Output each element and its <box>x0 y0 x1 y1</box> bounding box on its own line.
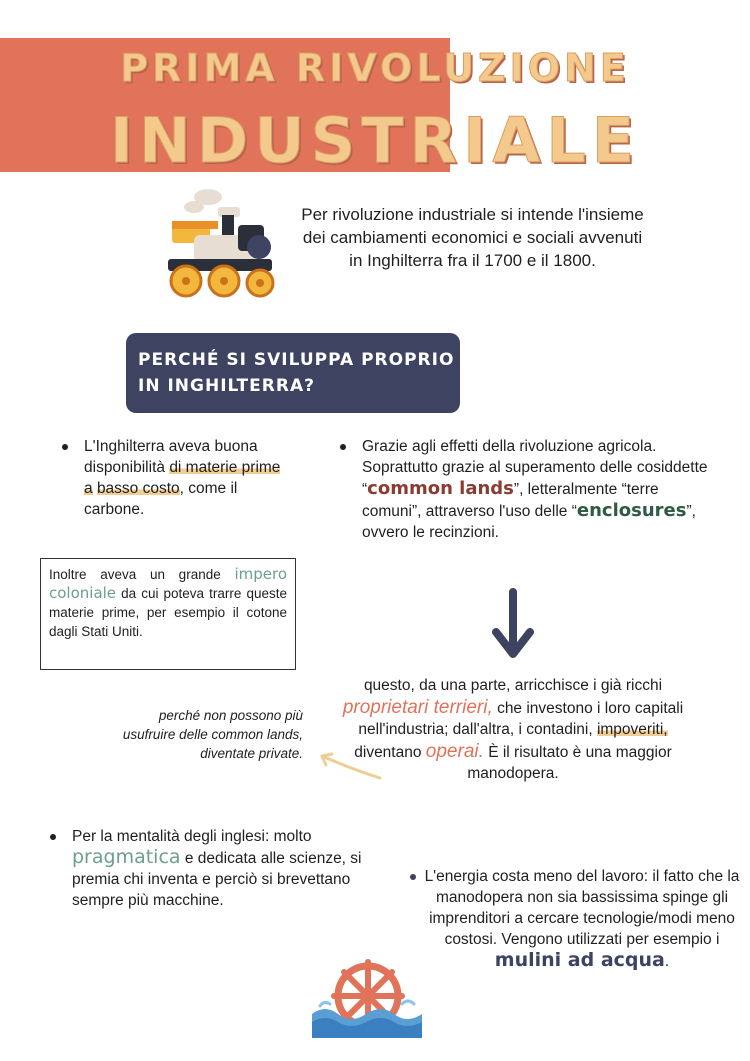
bullet-dot <box>62 444 68 450</box>
bullet-resources-text: L'Inghilterra aveva buona disponibilità di materie prime a basso costo, come il carbone. <box>84 438 281 518</box>
bullet-dot <box>410 874 416 880</box>
highlight-raw-materials: di materie prime a <box>84 459 281 497</box>
bullet-resources <box>62 436 282 520</box>
keyword-landowners: proprietari terrieri, <box>342 696 493 718</box>
water-wheel-icon <box>310 958 425 1038</box>
bullet-mentality <box>50 826 380 911</box>
curved-arrow-left-icon <box>314 748 384 784</box>
keyword-enclosures: enclosures <box>576 500 687 521</box>
bullet-agriculture <box>340 436 710 543</box>
question-line-1: PERCHÉ SI SVILUPPA PROPRIO <box>138 350 455 370</box>
question-box <box>126 333 460 413</box>
keyword-water-mills: mulini ad acqua <box>494 949 665 971</box>
title-line-2: INDUSTRIALE <box>109 104 641 177</box>
bullet-dot <box>340 444 346 450</box>
question-line-2: IN INGHILTERRA? <box>138 376 315 396</box>
highlight-impoverished: impoveriti, <box>596 721 668 738</box>
bullet-agriculture-text: Grazie agli effetti della rivoluzione agricola. Soprattutto grazie al superamento delle cosiddette “common lands”, letteralmente “terre comuni”, attraverso l'uso delle “enclosures”, ovvero le recinzioni. <box>362 438 708 541</box>
bullet-energy-text: L'energia costa meno del lavoro: il fatto che la manodopera non sia bassissima spinge gli imprenditori a cercare tecnologie/modi meno costosi. Vengono utilizzati per esempio i mulini ad acqua. <box>424 868 740 971</box>
colony-box: Inoltre aveva un grande impero coloniale da cui poteva trarre queste materie prime, per esempio il cotone dagli Stati Uniti. <box>40 558 296 670</box>
bullet-mentality-text: Per la mentalità degli inglesi: molto pragmatica e dedicata alle scienze, si premia chi inventa e perciò si brevettano sempre più macchine. <box>72 828 362 909</box>
result-paragraph: questo, da una parte, arricchisce i già ricchi proprietari terrieri, che investono i loro capitali nell'industria; dall'altra, i contadini, impoveriti, diventano operai. È il risultato è una maggior manodopera. <box>342 677 684 782</box>
bullet-energy <box>410 866 740 972</box>
keyword-common-lands: common lands <box>367 478 514 499</box>
keyword-colonial-empire: impero coloniale <box>49 565 287 602</box>
steam-locomotive-icon <box>160 185 285 305</box>
bullet-dot <box>50 834 56 840</box>
title-line-1: PRIMA RIVOLUZIONE <box>120 46 630 90</box>
side-note: perché non possono più usufruire delle common lands, diventate private. <box>122 708 303 761</box>
highlight-low-cost: basso costo <box>96 480 180 497</box>
intro-paragraph: Per rivoluzione industriale si intende l'insieme dei cambiamenti economici e sociali avvenuti in Inghilterra fra il 1700 e il 1800. <box>301 205 644 270</box>
keyword-pragmatic: pragmatica <box>72 846 181 868</box>
arrow-down-icon <box>492 588 534 660</box>
keyword-workers: operai. <box>425 740 484 762</box>
